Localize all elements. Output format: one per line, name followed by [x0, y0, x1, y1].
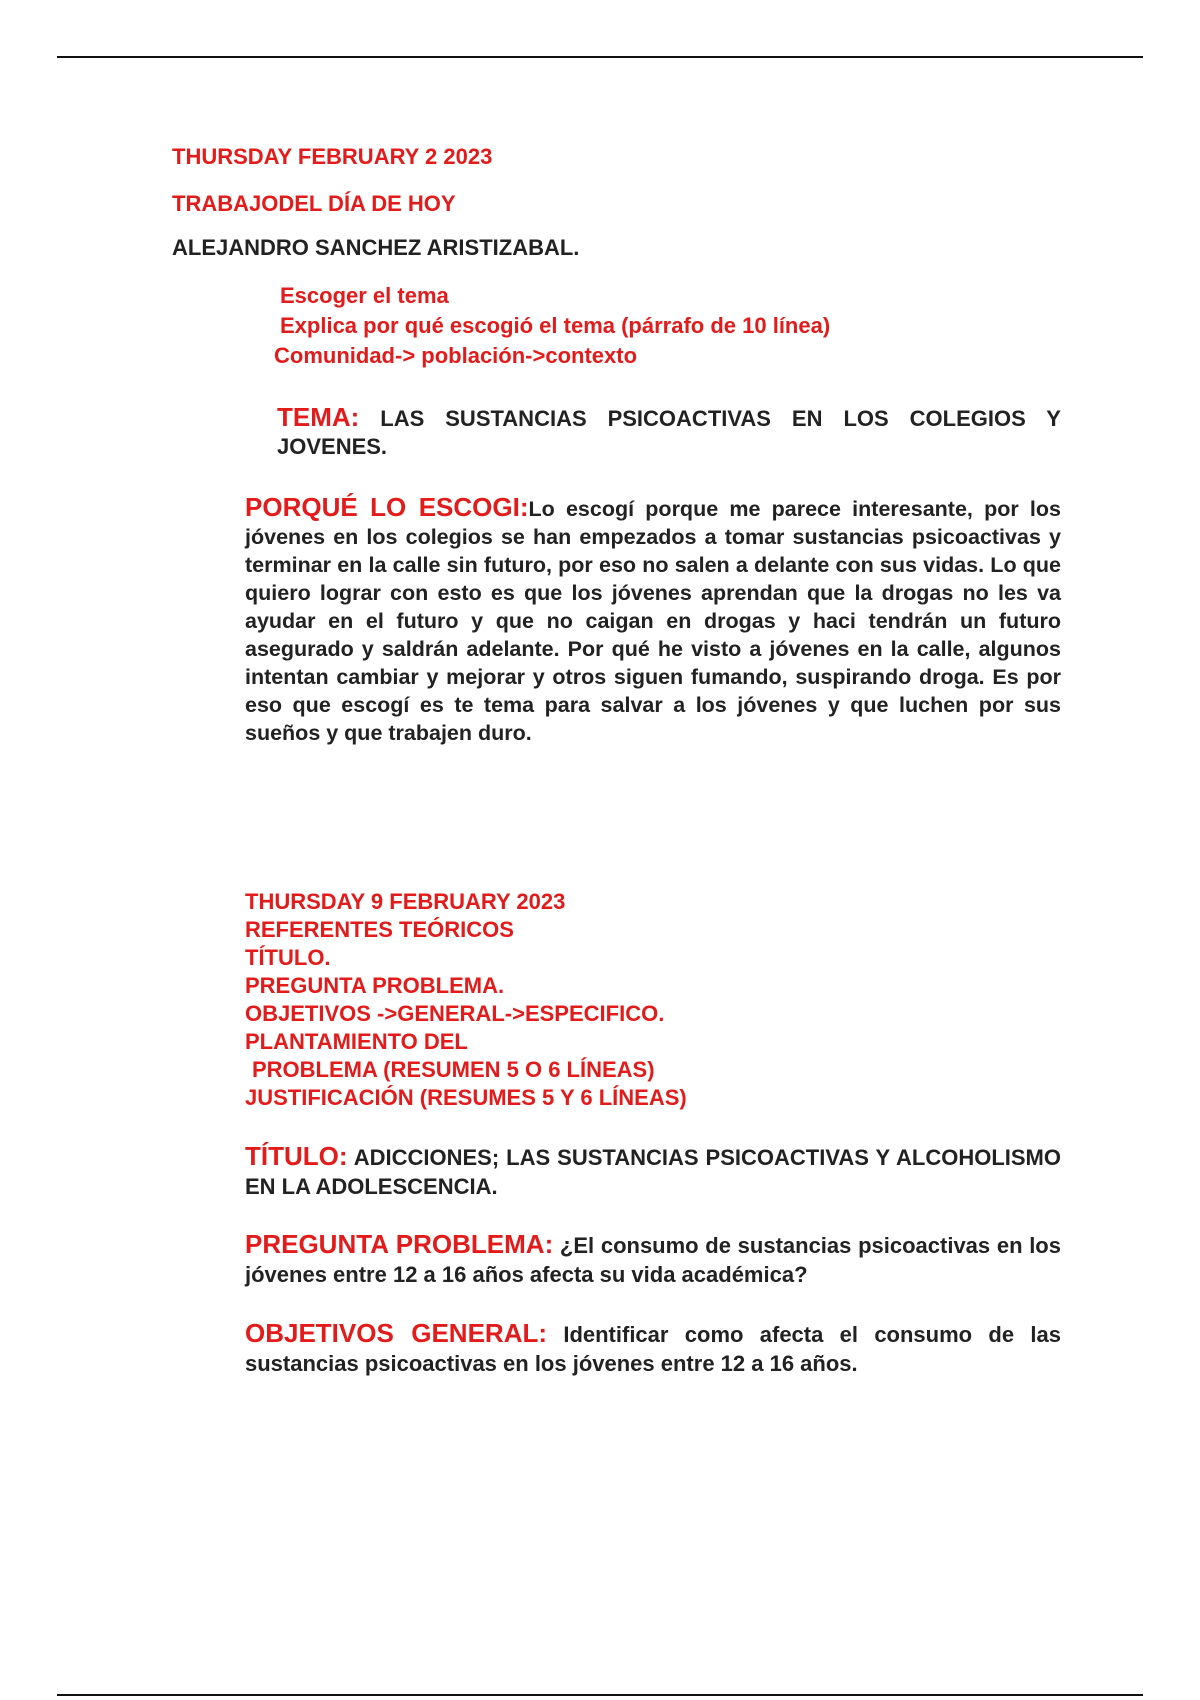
top-rule [57, 56, 1143, 58]
section2-item: TÍTULO. [245, 945, 331, 970]
tema-section [277, 403, 1061, 461]
tema-text-line1: LAS SUSTANCIAS PSICOACTIVAS EN LOS COLEGIOS Y [380, 406, 1061, 431]
section2-list [245, 888, 687, 1112]
instructions-list [274, 281, 831, 371]
tema-label: TEMA: [277, 402, 360, 432]
instruction-item: Escoger el tema [280, 283, 449, 308]
titulo-label: TÍTULO: [245, 1141, 348, 1171]
tema-text-line2: JOVENES. [277, 434, 388, 459]
pregunta-label: PREGUNTA PROBLEMA: [245, 1229, 554, 1259]
objetivo-section [245, 1319, 1061, 1378]
instruction-item: Explica por qué escogió el tema (párrafo de 10 línea) [280, 313, 831, 338]
section2-item: PLANTAMIENTO DEL [245, 1029, 468, 1054]
titulo-text: ADICCIONES; LAS SUSTANCIAS PSICOACTIVAS Y ALCOHOLISMO EN LA ADOLESCENCIA. [245, 1145, 1061, 1199]
porque-section [245, 493, 1061, 747]
objetivo-text: Identificar como afecta el consumo de las sustancias psicoactivas en los jóvenes entre 12 a 16 años. [245, 1322, 1061, 1376]
section2-item: OBJETIVOS ->GENERAL->ESPECIFICO. [245, 1001, 665, 1026]
date-heading: THURSDAY FEBRUARY 2 2023 [172, 144, 493, 169]
objetivo-label: OBJETIVOS GENERAL: [245, 1318, 548, 1348]
porque-label: PORQUÉ LO ESCOGI: [245, 492, 529, 522]
bottom-rule [57, 1694, 1143, 1696]
pregunta-section [245, 1230, 1061, 1289]
titulo-section [245, 1142, 1061, 1201]
section2-item: REFERENTES TEÓRICOS [245, 917, 514, 942]
author-name: ALEJANDRO SANCHEZ ARISTIZABAL. [172, 235, 580, 260]
section2-date: THURSDAY 9 FEBRUARY 2023 [245, 889, 566, 914]
instruction-item: Comunidad-> población->contexto [274, 343, 638, 368]
section2-item: PROBLEMA (RESUMEN 5 O 6 LÍNEAS) [252, 1057, 655, 1082]
work-title: TRABAJODEL DÍA DE HOY [172, 191, 456, 216]
section2-item: JUSTIFICACIÓN (RESUMES 5 Y 6 LÍNEAS) [245, 1085, 687, 1110]
section2-item: PREGUNTA PROBLEMA. [245, 973, 505, 998]
pregunta-text: ¿El consumo de sustancias psicoactivas en los jóvenes entre 12 a 16 años afecta su vida académica? [245, 1233, 1061, 1287]
porque-text: Lo escogí porque me parece interesante, por los jóvenes en los colegios se han empezados a tomar sustancias psicoactivas y terminar en la calle sin futuro, por eso no salen a delante con sus vidas. Lo que quiero lograr con esto es que los jóvenes aprendan que la drogas no les va ayudar en el futuro y que no caigan en drogas y haci tendrán un futuro asegurado y saldrán adelante. Por qué he visto a jóvenes en la calle, algunos intentan cambiar y mejorar y otros siguen fumando, suspirando droga. Es por eso que escogí es te tema para salvar a los jóvenes y que luchen por sus sueños y que trabajen duro. [245, 497, 1061, 745]
